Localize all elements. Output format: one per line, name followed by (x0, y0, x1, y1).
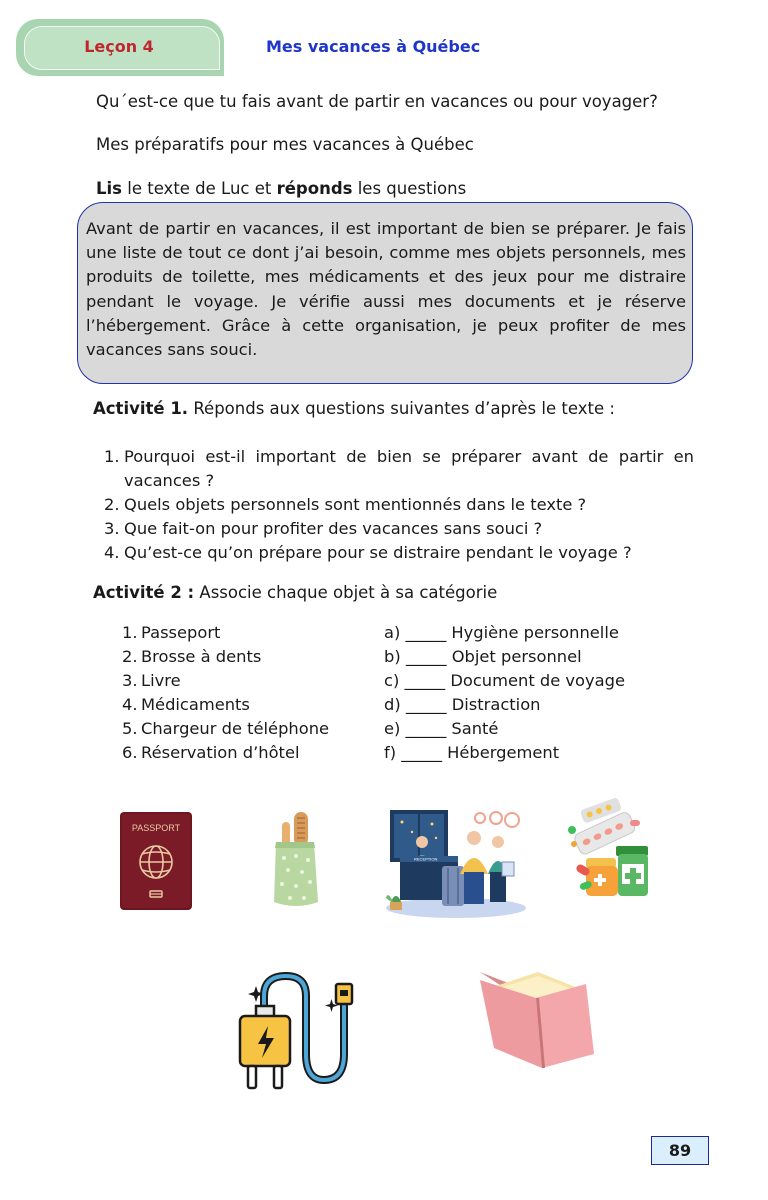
activity1-instruction: Réponds aux questions suivantes d’après le texte : (188, 399, 615, 418)
category-item[interactable]: b) _____ Objet personnel (384, 647, 582, 666)
instruction-text-1: le texte de Luc et (122, 179, 277, 198)
activity1-questions (104, 445, 694, 565)
object-text: Livre (141, 671, 181, 690)
activity2-title (93, 581, 497, 605)
reading-text-box (77, 202, 693, 384)
object-number: 1. (122, 623, 138, 642)
category-item[interactable]: c) _____ Document de voyage (384, 671, 625, 690)
reception-sign: RECEPTION (414, 856, 438, 862)
activity1-label: Activité 1. (93, 399, 189, 418)
activity2-instruction: Associe chaque objet à sa catégorie (194, 583, 498, 602)
object-number: 2. (122, 647, 138, 666)
object-number: 6. (122, 743, 138, 762)
instruction-word-reponds: réponds (276, 179, 353, 198)
object-item (122, 645, 329, 669)
category-item[interactable]: a) _____ Hygiène personnelle (384, 623, 619, 642)
object-text: Réservation d’hôtel (141, 743, 300, 762)
category-item[interactable]: e) _____ Santé (384, 719, 499, 738)
page-title: Mes vacances à Québec (266, 37, 481, 56)
question-text: Pourquoi est-il important de bien se préparer avant de partir en vacances ? (124, 447, 694, 490)
object-item (122, 693, 329, 717)
object-item (122, 621, 329, 645)
reading-instruction (96, 177, 466, 201)
question-number: 2. (104, 495, 120, 514)
reading-text: Avant de partir en vacances, il est important de bien se préparer. Je fais une liste de tout ce dont j’ai besoin, comme mes objets personnels, mes produits de toilette, mes médicaments et des jeux pour me distraire pendant le voyage. Je vérifie aussi mes documents et je réserve l’hébergement. Grâce à cette organisation, je peux profiter de mes vacances sans souci. (86, 219, 686, 360)
passport-label: PASSPORT (131, 823, 181, 833)
question-text: Qu’est-ce qu’on prépare pour se distraire pendant le voyage ? (124, 543, 632, 562)
activity2-label: Activité 2 : (93, 583, 195, 602)
medications-image (566, 806, 656, 898)
instruction-word-lis: Lis (96, 179, 122, 198)
question-number: 4. (104, 543, 120, 562)
category-item[interactable]: d) _____ Distraction (384, 695, 541, 714)
passport-image (120, 812, 192, 910)
object-item (122, 741, 329, 765)
intro-question: Qu´est-ce que tu fais avant de partir en vacances ou pour voyager? (96, 92, 658, 111)
object-text: Brosse à dents (141, 647, 262, 666)
question-text: Que fait-on pour profiter des vacances sans souci ? (124, 519, 543, 538)
category-list (384, 621, 625, 765)
question-item (104, 445, 694, 493)
instruction-text-2: les questions (352, 179, 467, 198)
object-item (122, 669, 329, 693)
object-text: Passeport (141, 623, 221, 642)
question-number: 3. (104, 519, 120, 538)
question-item (104, 493, 694, 517)
question-item (104, 541, 694, 565)
phone-charger-image (236, 970, 356, 1092)
object-text: Médicaments (141, 695, 250, 714)
question-text: Quels objets personnels sont mentionnés dans le texte ? (124, 495, 587, 514)
lesson-label: Leçon 4 (84, 37, 154, 56)
object-number: 5. (122, 719, 138, 738)
page-number: 89 (651, 1136, 709, 1165)
toiletry-pouch-image (272, 812, 320, 908)
object-text: Chargeur de téléphone (141, 719, 330, 738)
category-item[interactable]: f) _____ Hébergement (384, 743, 560, 762)
object-number: 4. (122, 695, 138, 714)
question-number: 1. (104, 447, 120, 466)
preparations-heading: Mes préparatifs pour mes vacances à Québec (96, 135, 474, 154)
object-number: 3. (122, 671, 138, 690)
hotel-reception-image (384, 808, 528, 918)
object-list (122, 621, 329, 765)
question-item (104, 517, 694, 541)
object-item (122, 717, 329, 741)
activity1-title (93, 397, 615, 421)
book-image (476, 968, 596, 1070)
